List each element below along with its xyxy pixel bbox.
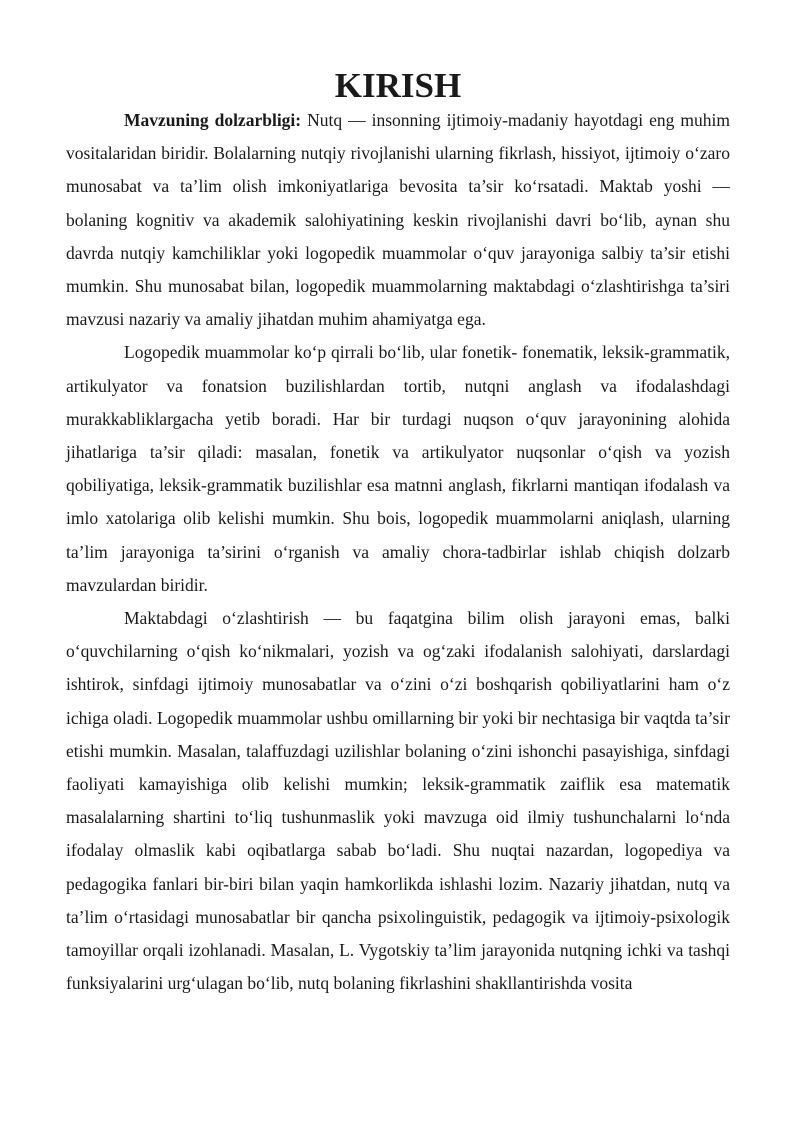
- paragraph-school-achievement: Maktabdagi o‘zlashtirish — bu faqatgina bilim olish jarayoni emas, balki o‘quvchilarning o‘qish ko‘nikmalari, yozish va og‘zaki ifodalanish salohiyati, darslardagi ishtirok, sinfdagi ijtimoiy munosabatlar va o‘zini o‘zi boshqarish qobiliyatlarini ham o‘z ichiga oladi. Logopedik muammolar ushbu omillarning bir yoki bir nechtasiga bir vaqtda ta’sir etishi mumkin. Masalan, talaffuzdagi uzilishlar bolaning o‘zini ishonchi pasayishiga, sinfdagi faoliyati kamayishiga olib kelishi mumkin; leksik-grammatik zaiflik esa matematik masalalarning shartini to‘liq tushunmaslik yoki mavzuga oid ilmiy tushunchalarni lo‘nda ifodalay olmaslik kabi oqibatlarga sabab bo‘ladi. Shu nuqtai nazardan, logopediya va pedagogika fanlari bir-biri bilan yaqin hamkorlikda ishlashi lozim. Nazariy jihatdan, nutq va ta’lim o‘rtasidagi munosabatlar bir qancha psixolinguistik, pedagogik va ijtimoiy-psixologik tamoyillar orqali izohlanadi. Masalan, L. Vygotskiy ta’lim jarayonida nutqning ichki va tashqi funksiyalarini urg‘ulagan bo‘lib, nutq bolaning fikrlashini shakllantirishda vosita: [66, 608, 730, 994]
- paragraph-relevance: [66, 104, 730, 336]
- paragraph-logopedic-problems: Logopedik muammolar ko‘p qirrali bo‘lib, ular fonetik- fonematik, leksik-grammatik, artikulyator va fonatsion buzilishlardan tortib, nutqni anglash va ifodalashdagi murakkabliklargacha yetib boradi. Har bir turdagi nuqson o‘quv jarayonining alohida jihatlariga ta’sir qiladi: masalan, fonetik va artikulyator nuqsonlar o‘qish va yozish qobiliyatiga, leksik-grammatik buzilishlar esa matnni anglash, fikrlarni mantiqan ifodalash va imlo xatolariga olib kelishi mumkin. Shu bois, logopedik muammolarni aniqlash, ularning ta’lim jarayoniga ta’sirini o‘rganish va amaliy chora-tadbirlar ishlab chiqish dolzarb mavzulardan biridir.: [66, 342, 730, 595]
- relevance-lead: Mavzuning dolzarbligi:: [124, 110, 302, 130]
- page-body: [66, 66, 731, 1000]
- relevance-text: Nutq — insonning ijtimoiy-madaniy hayotdagi eng muhim vositalaridan biridir. Bolalarning nutqiy rivojlanishi ularning fikrlash, hissiyot, ijtimoiy o‘zaro munosabat va ta’lim olish imkoniyatlariga bevosita ta’sir ko‘rsatadi. Maktab yoshi — bolaning kognitiv va akademik salohiyatining keskin rivojlanishi davri bo‘lib, aynan shu davrda nutqiy kamchiliklar yoki logopedik muammolar o‘quv jarayoniga salbiy ta’sir etishi mumkin. Shu munosabat bilan, logopedik muammolarning maktabdagi o‘zlashtirishga ta’siri mavzusi nazariy va amaliy jihatdan muhim ahamiyatga ega.: [66, 110, 731, 330]
- section-title: KIRISH: [334, 66, 462, 105]
